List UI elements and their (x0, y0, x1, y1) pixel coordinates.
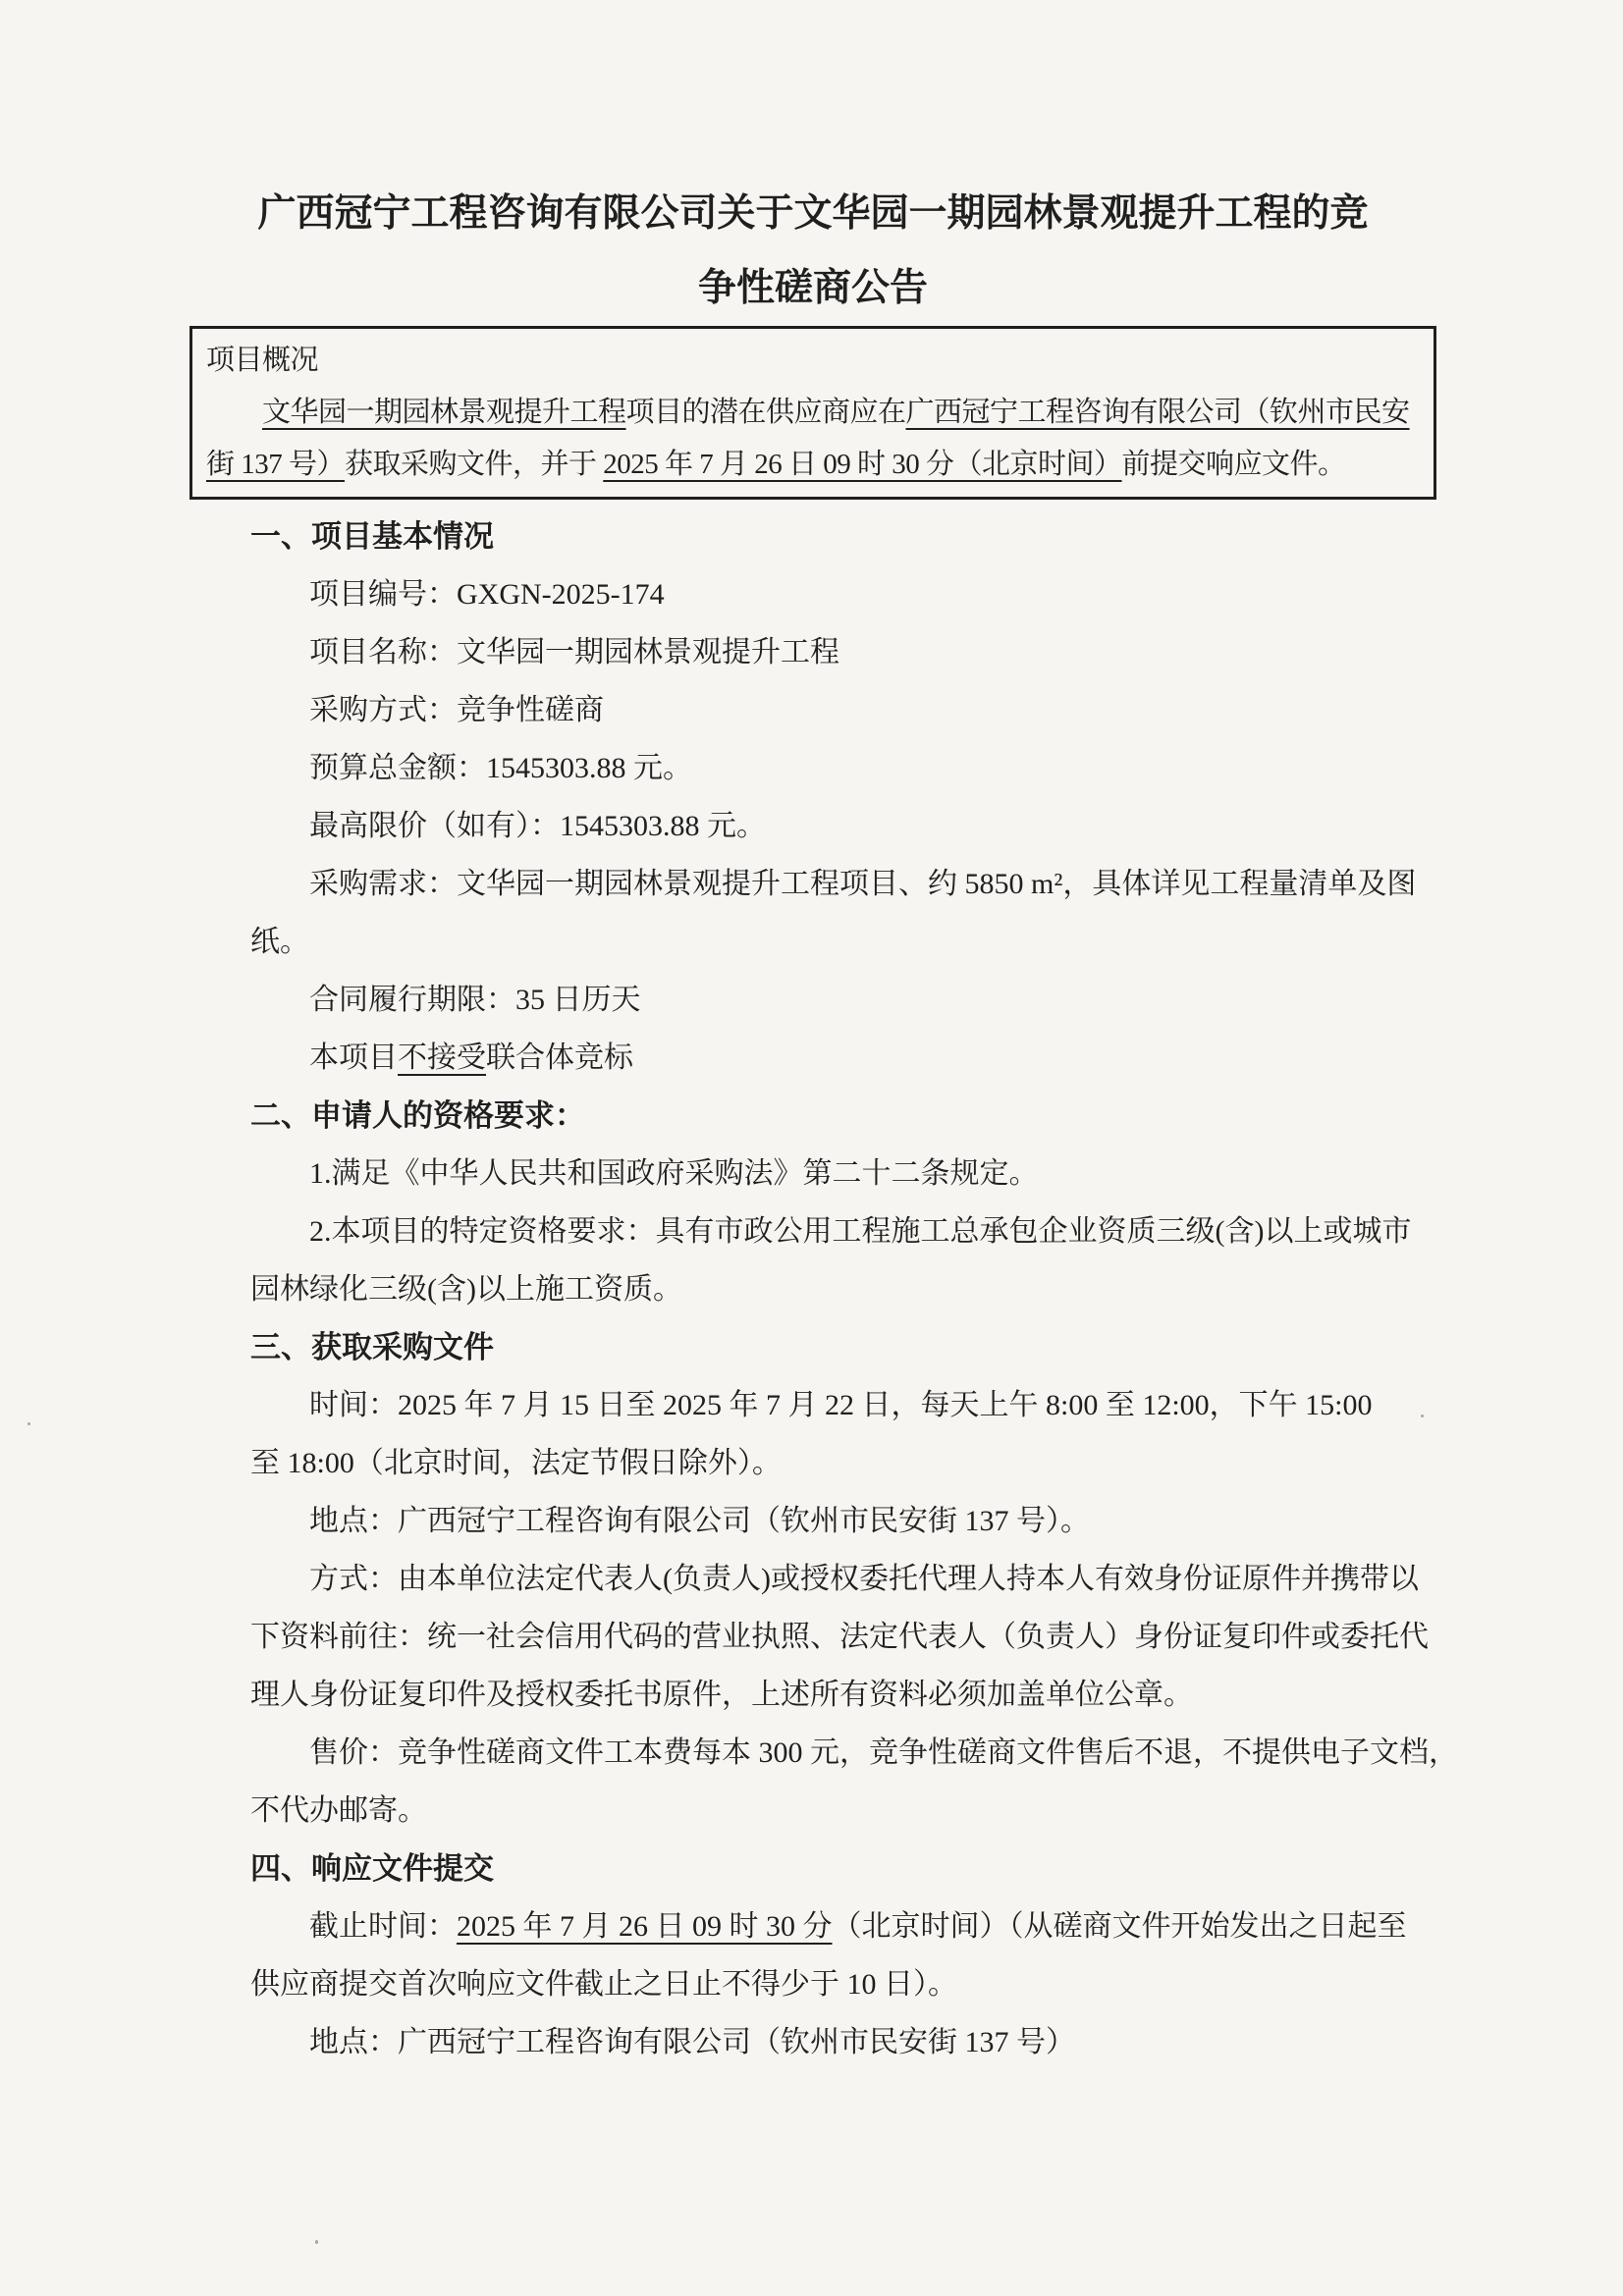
project-name-line: 项目名称：文华园一期园林景观提升工程 (309, 636, 839, 668)
obtain-way-line3: 理人身份证复印件及授权委托书原件，上述所有资料必须加盖单位公章。 (250, 1679, 1193, 1711)
consortium-pre: 本项目 (309, 1041, 398, 1074)
contract-duration-line: 合同履行期限：35 日历天 (309, 984, 641, 1016)
qualification-item2-line1: 2.本项目的特定资格要求：具有市政公用工程施工总承包企业资质三级(含)以上或城市 (309, 1215, 1412, 1248)
scan-speck (27, 1422, 30, 1425)
overview-paragraph-line2 (206, 439, 1420, 491)
project-overview-box (189, 326, 1436, 500)
overview-agency-underlined: 广西冠宁工程咨询有限公司（钦州市民安 (905, 397, 1410, 428)
project-number-line: 项目编号：GXGN-2025-174 (309, 578, 665, 611)
document-price-line2: 不代办邮寄。 (250, 1794, 427, 1827)
consortium-line (309, 1029, 1436, 1087)
section2-heading: 二、申请人的资格要求： (250, 1098, 585, 1133)
qualification-item1-line: 1.满足《中华人民共和国政府采购法》第二十二条规定。 (309, 1157, 1039, 1190)
submission-location-line: 地点：广西冠宁工程咨询有限公司（钦州市民安街 137 号） (309, 2026, 1075, 2058)
budget-line: 预算总金额：1545303.88 元。 (309, 752, 692, 784)
document-title-line1: 广西冠宁工程咨询有限公司关于文华园一期园林景观提升工程的竞 (257, 192, 1369, 235)
qualification-item2-line2: 园林绿化三级(含)以上施工资质。 (250, 1273, 682, 1306)
deadline-rest: （北京时间）（从磋商文件开始发出之日起至 (832, 1910, 1407, 1943)
document-title (189, 177, 1436, 326)
section3-heading: 三、获取采购文件 (250, 1330, 494, 1364)
consortium-post: 联合体竞标 (486, 1041, 633, 1074)
overview-heading: 项目概况 (206, 345, 319, 376)
overview-project-name-underlined: 文华园一期园林景观提升工程 (262, 397, 626, 428)
section1-heading: 一、项目基本情况 (250, 519, 494, 554)
obtain-location-line: 地点：广西冠宁工程咨询有限公司（钦州市民安街 137 号）。 (309, 1505, 1090, 1537)
overview-text-2: 获取采购文件，并于 (345, 449, 604, 480)
overview-text-1: 项目的潜在供应商应在 (625, 397, 906, 428)
document-title-line2: 争性磋商公告 (697, 267, 928, 309)
max-price-line: 最高限价（如有）：1545303.88 元。 (309, 810, 766, 842)
overview-text-3: 前提交响应文件。 (1121, 449, 1346, 480)
submission-deadline-line1 (309, 1897, 1436, 1955)
overview-address-underlined: 街 137 号） (206, 449, 346, 480)
document-content (189, 0, 1458, 2071)
submission-deadline-line2: 供应商提交首次响应文件截止之日止不得少于 10 日）。 (250, 1968, 957, 2001)
deadline-label: 截止时间： (309, 1910, 457, 1943)
demand-line1: 采购需求：文华园一期园林景观提升工程项目、约 5850 m²，具体详见工程量清单及图 (309, 868, 1417, 900)
overview-deadline-underlined: 2025 年 7 月 26 日 09 时 30 分（北京时间） (603, 449, 1122, 480)
overview-paragraph-line1 (206, 387, 1420, 439)
scan-speck (315, 2240, 318, 2244)
scan-speck (1421, 1415, 1424, 1417)
obtain-way-line2: 下资料前往：统一社会信用代码的营业执照、法定代表人（负责人）身份证复印件或委托代 (250, 1621, 1429, 1653)
demand-line2: 纸。 (250, 926, 309, 958)
document-body (189, 507, 1458, 2071)
consortium-not-accepted-underlined: 不接受 (398, 1041, 486, 1074)
procurement-method-line: 采购方式：竞争性磋商 (309, 694, 604, 726)
obtain-time-line1: 时间：2025 年 7 月 15 日至 2025 年 7 月 22 日，每天上午 8:00 至 12:00，下午 15:00 (309, 1389, 1373, 1421)
document-price-line1: 售价：竞争性磋商文件工本费每本 300 元，竞争性磋商文件售后不退，不提供电子文档， (309, 1736, 1458, 1769)
section4-heading: 四、响应文件提交 (250, 1851, 494, 1886)
obtain-way-line1: 方式：由本单位法定代表人(负责人)或授权委托代理人持本人有效身份证原件并携带以 (309, 1563, 1419, 1595)
obtain-time-line2: 至 18:00（北京时间，法定节假日除外）。 (250, 1447, 782, 1479)
deadline-datetime-underlined: 2025 年 7 月 26 日 09 时 30 分 (457, 1910, 833, 1943)
